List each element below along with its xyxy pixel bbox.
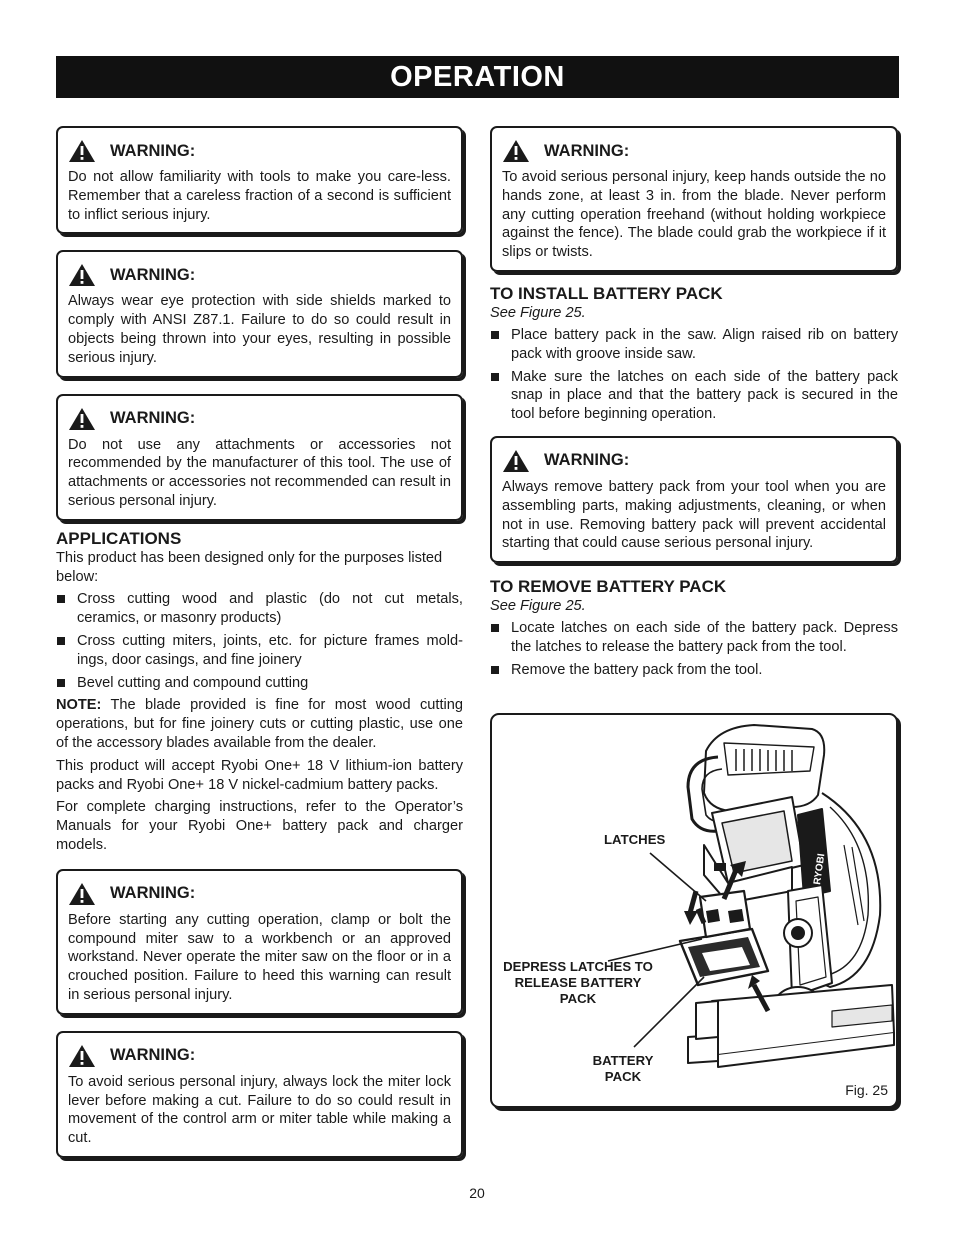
warning-text: Do not use any attachments or accessories not recommended by the manufacturer of this tool. The use of attachments or accessories not recommended can result in serious personal injury. [68,436,451,509]
warning-text: Do not allow familiarity with tools to make you care-less. Remember that a careless fraction of a second is sufficient to inflict serious injury. [68,169,451,223]
figure-25 [490,713,898,1108]
warning-label: WARNING: [110,141,196,160]
install-battery-section [490,284,898,424]
note-text: The blade provided is fine for most wood cutting operations, but for fine joinery cuts or cutting plastic, use one of the accessory blades available from the dealer. [56,697,463,751]
callout-depress-latches: DEPRESS LATCHES TO RELEASE BATTERY PACK [503,959,653,1006]
page-title-banner [56,56,899,98]
warning-triangle-icon [68,1044,96,1068]
applications-section [56,529,463,855]
applications-intro: This product has been designed only for the purposes listed below: [56,549,443,585]
warning-label: WARNING: [110,1046,196,1065]
left-column [56,126,463,1174]
warning-box-eye-protection [56,250,463,377]
figure-reference: See Figure 25. [490,598,586,615]
list-item: Locate latches on each side of the battery pack. Depress the latches to release the battery pack from the tool. [490,619,898,657]
brand-logo-text: RYOBI [812,852,828,886]
warning-text: Before starting any cutting operation, clamp or bolt the compound miter saw to a workbench or an approved workstand. Never operate the miter saw on the floor or in a crouched position. Failure to heed this warning can result in serious personal injury. [68,911,451,1003]
warning-box-familiarity [56,126,463,234]
figure-reference: See Figure 25. [490,304,586,321]
callout-latches: LATCHES [604,832,666,847]
warning-triangle-icon [68,882,96,906]
warning-label: WARNING: [110,884,196,903]
warning-label: WARNING: [110,265,196,284]
warning-box-miter-lock [56,1031,463,1158]
warning-text: To avoid serious personal injury, keep hands outside the no hands zone, at least 3 in. from the blade. Never perform any cutting operation freehand (without holding workpiece against the fence). The blade could grab the workpiece if it slips or twists. [502,169,886,261]
page-title: OPERATION [390,61,565,93]
warning-label: WARNING: [110,409,196,428]
battery-compat-paragraph: This product will accept Ryobi One+ 18 V lithium-ion battery packs and Ryobi One+ 18 V nickel-cadmium battery packs. [56,757,463,793]
warning-triangle-icon [68,139,96,163]
list-item: Remove the battery pack from the tool. [490,661,898,680]
list-item: Place battery pack in the saw. Align raised rib on battery pack with groove inside saw. [490,326,898,364]
page-number: 20 [469,1185,485,1201]
miter-saw-illustration [492,715,896,1106]
warning-label: WARNING: [544,451,630,470]
warning-triangle-icon [68,407,96,431]
warning-box-clamp [56,869,463,1015]
warning-triangle-icon [68,263,96,287]
remove-steps-list [490,619,898,679]
warning-triangle-icon [502,449,530,473]
install-steps-list [490,326,898,424]
callout-battery-pack: BATTERY PACK [592,1053,654,1084]
warning-box-no-hands-zone [490,126,898,272]
warning-text: Always remove battery pack from your tool when you are assembling parts, making adjustments, cleaning, or when not in use. Removing battery pack will prevent accidental starting that could cause serious personal injury. [502,478,886,552]
figure-caption: Fig. 25 [845,1082,888,1098]
section-title: APPLICATIONS [56,528,182,548]
applications-list [56,590,463,692]
note-paragraph [56,696,463,752]
section-title: TO REMOVE BATTERY PACK [490,577,727,597]
warning-box-remove-battery [490,436,898,563]
charging-paragraph: For complete charging instructions, refer to the Operator’s Manuals for your Ryobi One+ battery pack and charger models. [56,799,463,853]
warning-box-attachments [56,394,463,521]
note-label: NOTE: [56,697,102,714]
list-item: Cross cutting wood and plastic (do not cut metals, ceramics, or masonry products) [56,590,463,628]
warning-text: Always wear eye protection with side shields marked to comply with ANSI Z87.1. Failure to do so could result in objects being thrown into your eyes, resulting in possible serious injury. [68,293,451,366]
list-item: Bevel cutting and compound cutting [56,674,463,693]
list-item: Make sure the latches on each side of the battery pack snap in place and that the battery pack is secured in the tool before beginning operation. [490,368,898,424]
warning-text: To avoid serious personal injury, always lock the miter lock lever before making a cut. Failure to do so could result in movement of the control arm or miter table while making a cut. [68,1073,451,1147]
warning-triangle-icon [502,139,530,163]
right-column [490,126,898,684]
warning-label: WARNING: [544,141,630,160]
remove-battery-section [490,577,898,679]
section-title: TO INSTALL BATTERY PACK [490,283,723,303]
list-item: Cross cutting miters, joints, etc. for picture frames mold-ings, door casings, and fine joinery [56,632,463,670]
